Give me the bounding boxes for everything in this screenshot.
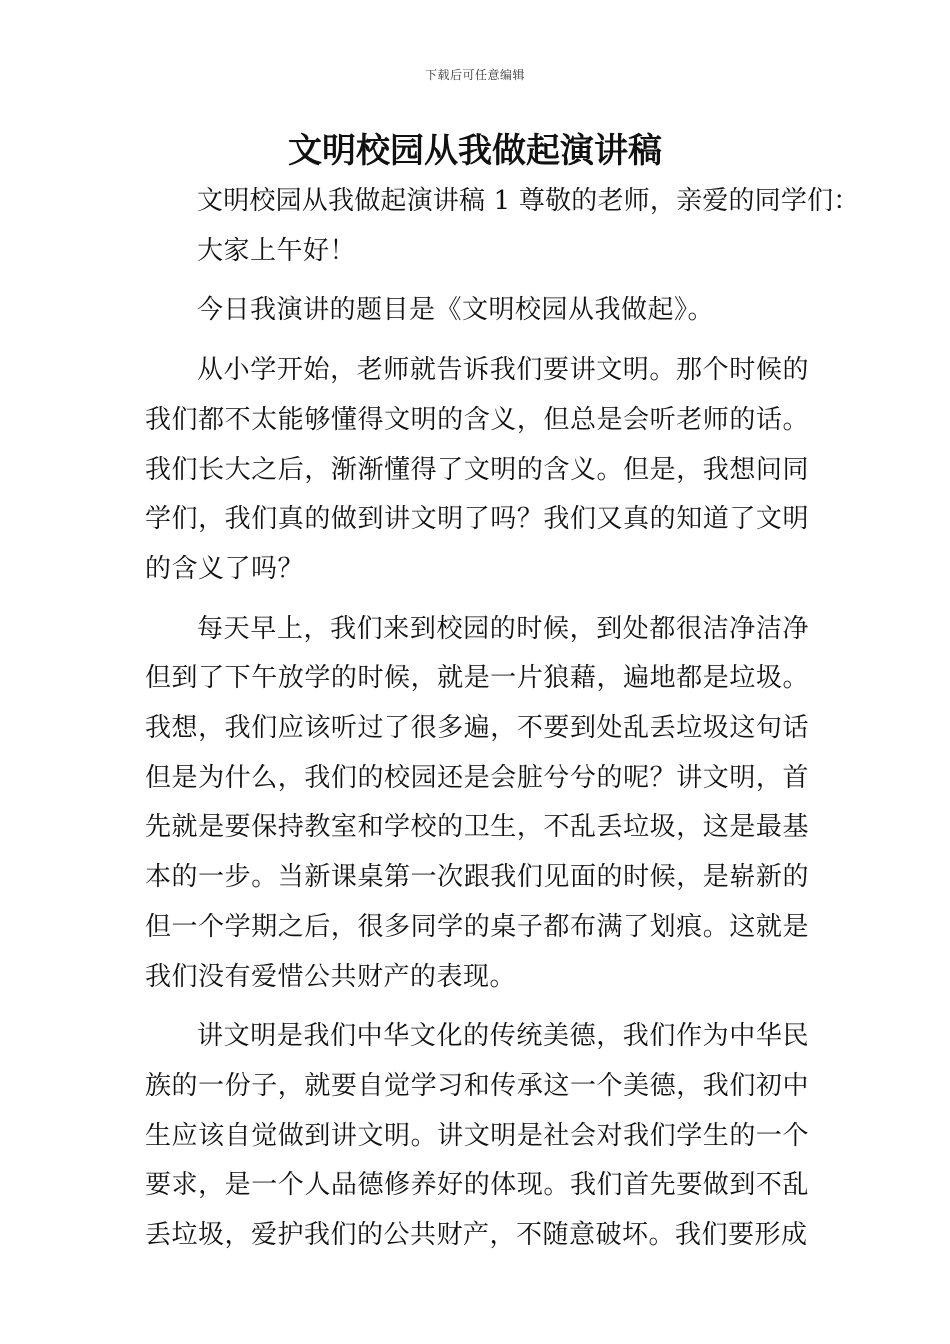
paragraph-salutation: 文明校园从我做起演讲稿 1 尊敬的老师，亲爱的同学们：: [197, 186, 860, 216]
paragraph-civility-tradition: 讲文明是我们中华文化的传统美德，我们作为中华民族的一份子，就要自觉学习和传承这一个美德，我们初中生应该自觉做到讲文明。讲文明是社会对我们学生的一个要求，是一个人品德修养好的体现。我们首先要做到不乱丢垃圾，爱护我们的公共财产，不随意破坏。我们要形成: [145, 1021, 809, 1251]
paragraph-primary-school: 从小学开始，老师就告诉我们要讲文明。那个时候的我们都不太能够懂得文明的含义，但总是会听老师的话。我们长大之后，渐渐懂得了文明的含义。但是，我想问同学们，我们真的做到讲文明了吗？我们又真的知道了文明的含义了吗？: [145, 355, 809, 584]
paragraph-topic: 今日我演讲的题目是《文明校园从我做起》。: [197, 295, 715, 326]
paragraph-greeting: 大家上午好！: [197, 235, 357, 266]
document-title: 文明校园从我做起演讲稿: [288, 131, 662, 171]
header-note: 下载后可任意编辑: [424, 68, 525, 82]
paragraph-campus-hygiene: 每天早上，我们来到校园的时候，到处都很洁净洁净但到了下午放学的时候，就是一片狼藉，遍地都是垃圾。我想，我们应该听过了很多遍，不要到处乱丢垃圾这句话但是为什么，我们的校园还是会脏兮兮的呢？讲文明，首先就是要保持教室和学校的卫生，不乱丢垃圾，这是最基本的一步。当新课桌第一次跟我们见面的时候，是崭新的但一个学期之后，很多同学的桌子都布满了划痕。这就是我们没有爱惜公共财产的表现。: [145, 613, 809, 992]
document-body: [145, 177, 860, 1261]
